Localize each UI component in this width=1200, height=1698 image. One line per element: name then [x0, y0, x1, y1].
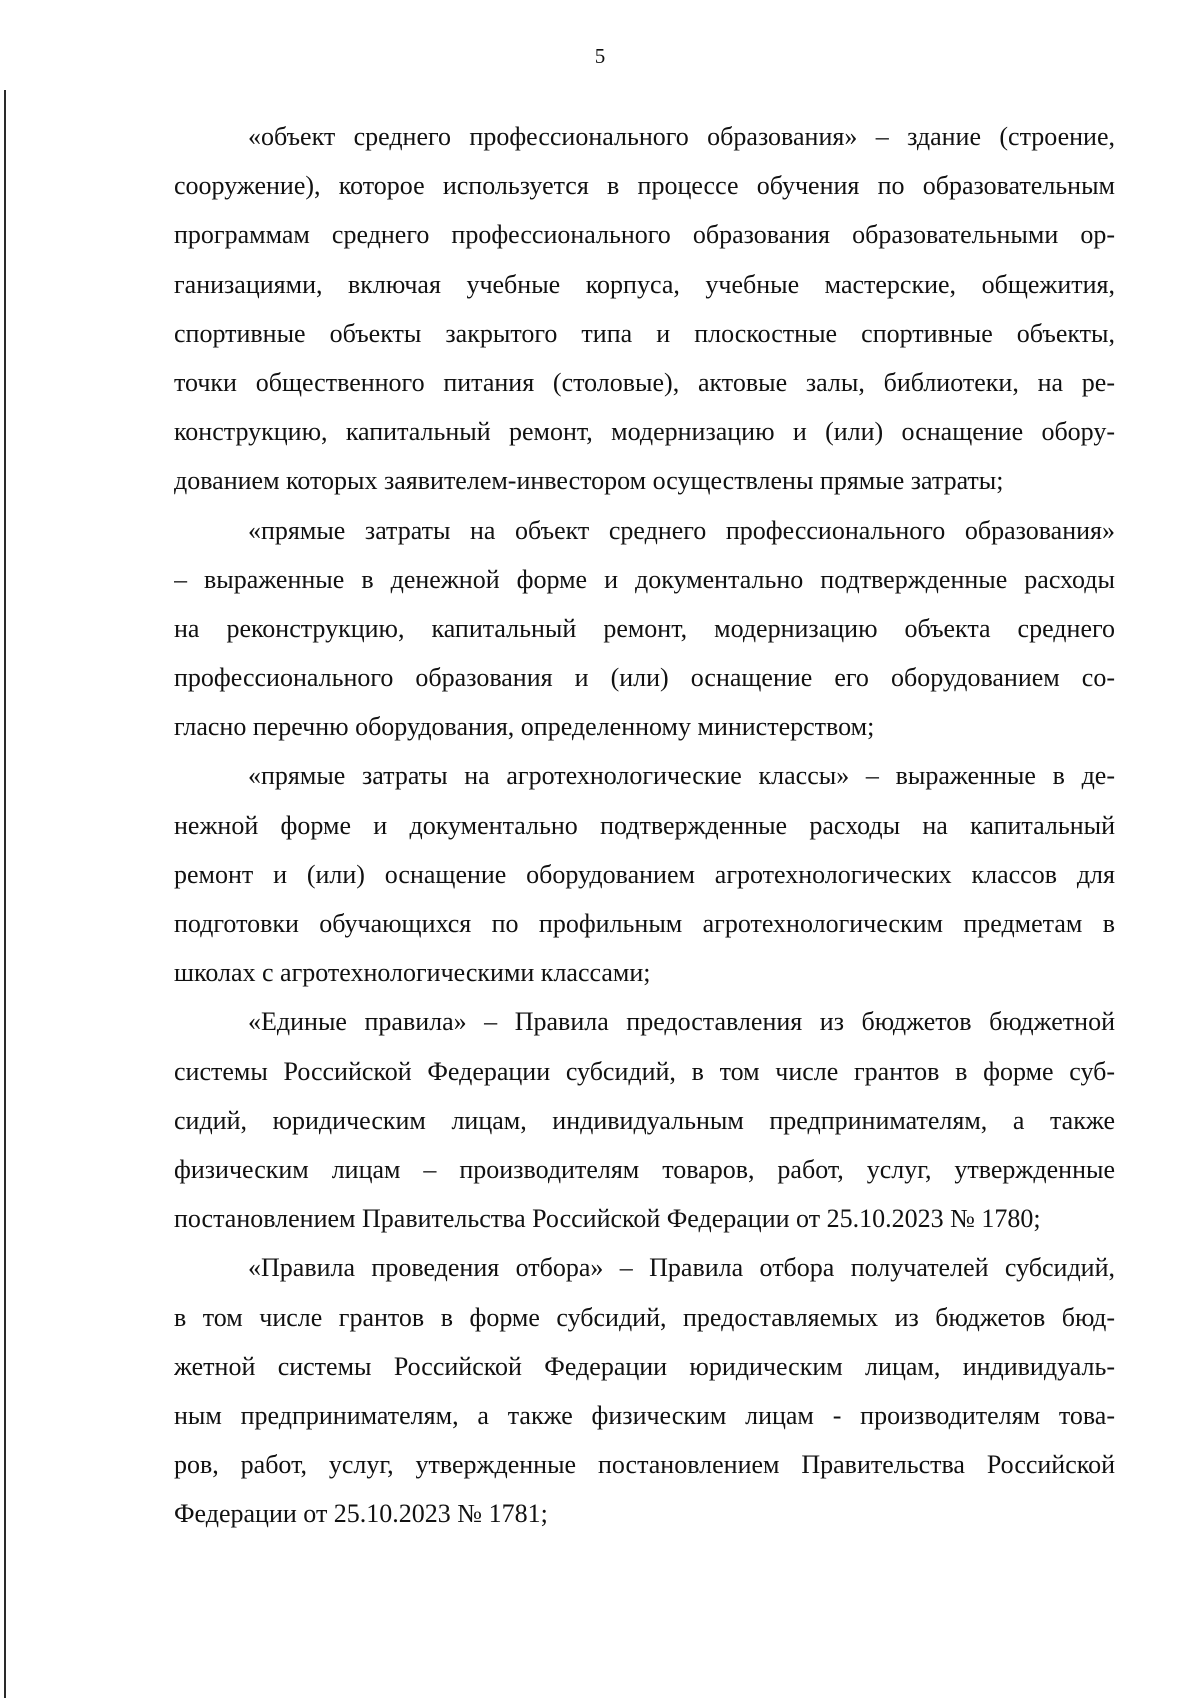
text-line: конструкцию, капитальный ремонт, модернизацию и (или) оснащение обору-	[174, 417, 1115, 447]
text-line: жетной системы Российской Федерации юридическим лицам, индивидуаль-	[174, 1351, 1115, 1381]
text-line: «Единые правила» – Правила предоставления из бюджетов бюджетной	[248, 1007, 1115, 1037]
text-line: гласно перечню оборудования, определенному министерством;	[174, 712, 875, 742]
text-line: Федерации от 25.10.2023 № 1781;	[174, 1499, 548, 1529]
scan-edge-line	[4, 90, 6, 1698]
text-line: точки общественного питания (столовые), актовые залы, библиотеки, на ре-	[174, 367, 1115, 397]
text-line: программам среднего профессионального образования образовательными ор-	[174, 220, 1115, 250]
text-line: нежной форме и документально подтвержденные расходы на капитальный	[174, 810, 1115, 840]
text-line: ремонт и (или) оснащение оборудованием агротехнологических классов для	[174, 859, 1115, 889]
text-line: в том числе грантов в форме субсидий, предоставляемых из бюджетов бюд-	[174, 1302, 1115, 1332]
text-line: постановлением Правительства Российской Федерации от 25.10.2023 № 1780;	[174, 1204, 1041, 1234]
text-line: школах с агротехнологическими классами;	[174, 958, 651, 988]
text-line: на реконструкцию, капитальный ремонт, модернизацию объекта среднего	[174, 613, 1115, 643]
page-number: 5	[594, 44, 606, 68]
text-line: физическим лицам – производителям товаров, работ, услуг, утвержденные	[174, 1154, 1115, 1184]
text-line: системы Российской Федерации субсидий, в том числе грантов в форме суб-	[174, 1056, 1115, 1086]
text-line: ров, работ, услуг, утвержденные постановлением Правительства Российской	[174, 1450, 1115, 1480]
text-line: – выраженные в денежной форме и документально подтвержденные расходы	[174, 564, 1115, 594]
text-line: «Правила проведения отбора» – Правила отбора получателей субсидий,	[248, 1253, 1115, 1283]
text-line: ганизациями, включая учебные корпуса, учебные мастерские, общежития,	[174, 269, 1115, 299]
text-line: «прямые затраты на объект среднего профессионального образования»	[248, 515, 1115, 545]
text-line: сидий, юридическим лицам, индивидуальным предпринимателям, а также	[174, 1105, 1115, 1135]
text-line: сооружение), которое используется в процессе обучения по образовательным	[174, 171, 1115, 201]
text-line: спортивные объекты закрытого типа и плоскостные спортивные объекты,	[174, 318, 1115, 348]
body-text	[174, 112, 1115, 1538]
text-line: подготовки обучающихся по профильным агротехнологическим предметам в	[174, 909, 1115, 938]
text-line: профессионального образования и (или) оснащение его оборудованием со-	[174, 663, 1115, 693]
text-line: «прямые затраты на агротехнологические классы» – выраженные в де-	[248, 761, 1115, 791]
text-line: дованием которых заявителем-инвестором осуществлены прямые затраты;	[174, 466, 1004, 496]
text-line: «объект среднего профессионального образования» – здание (строение,	[248, 122, 1115, 151]
text-line: ным предпринимателям, а также физическим лицам - производителям това-	[174, 1400, 1115, 1430]
